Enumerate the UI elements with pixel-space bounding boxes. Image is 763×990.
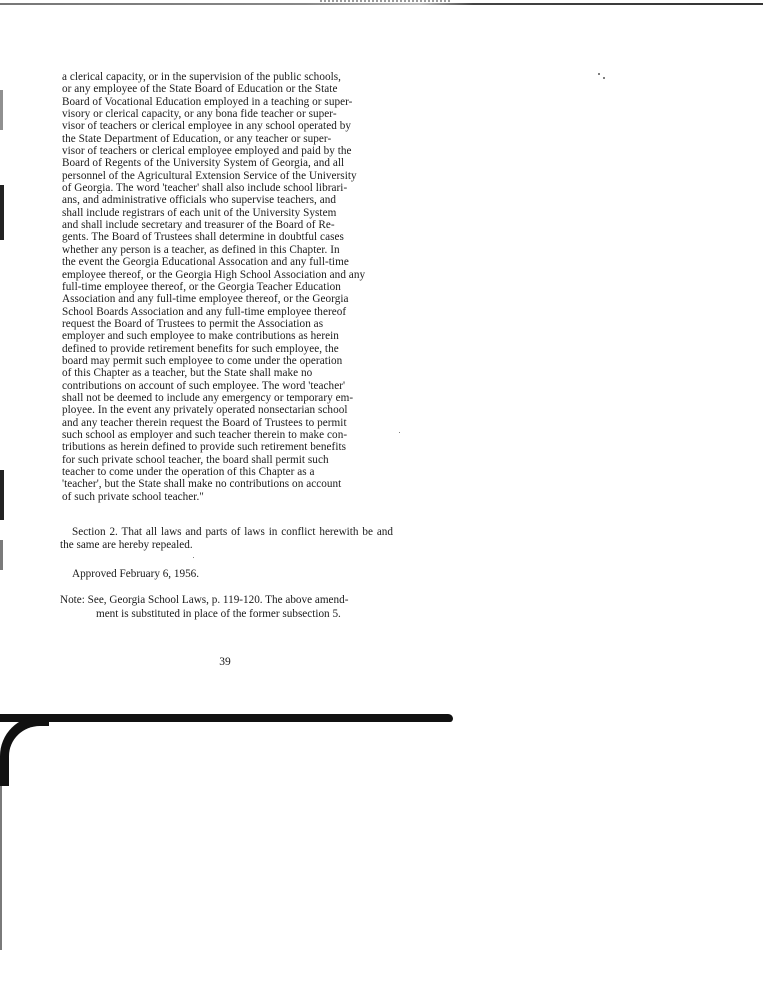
editorial-note: [60, 594, 393, 621]
scan-left-edge-mark: [0, 470, 4, 520]
body-line: personnel of the Agricultural Extension Service of the University: [62, 169, 357, 182]
body-line: gents. The Board of Trustees shall determine in doubtful cases: [62, 231, 344, 244]
body-line: of Georgia. The word 'teacher' shall also include school librari-: [62, 182, 348, 195]
body-line: employer and such employee to make contributions as herein: [62, 330, 339, 343]
scan-speck: [598, 73, 600, 75]
body-line: 'teacher', but the State shall make no contributions on account: [62, 478, 342, 491]
body-line: defined to provide retirement benefits for such employee, the: [62, 342, 339, 355]
body-line: the event the Georgia Educational Assocation and any full-time: [62, 256, 349, 269]
body-line: Board of Vocational Education employed in a teaching or super-: [62, 95, 353, 108]
body-line: tributions as herein defined to provide such retirement benefits: [62, 441, 347, 454]
scan-left-edge-mark: [0, 90, 3, 130]
body-line: board may permit such employee to come under the operation: [62, 354, 343, 367]
approval-date: Approved February 6, 1956.: [72, 568, 200, 580]
note-line-1: See, Georgia School Laws, p. 119-120. The above amend-: [87, 594, 349, 606]
section-2-paragraph: Section 2. That all laws and parts of laws in conflict herewith be and the same are hereby repealed.: [60, 526, 393, 551]
body-line: a clerical capacity, or in the supervision of the public schools,: [62, 71, 342, 83]
scan-speck: [603, 77, 605, 79]
body-line: visor of teachers or clerical employee in any school operated by: [62, 120, 351, 133]
body-line: visor of teachers or clerical employee employed and paid by the: [62, 145, 352, 158]
body-line: contributions on account of such employee. The word 'teacher': [62, 379, 346, 392]
page-number: 39: [219, 656, 231, 668]
body-line: visory or clerical capacity, or any bona fide teacher or super-: [62, 108, 337, 121]
body-line: School Boards Association and any full-time employee thereof: [62, 305, 347, 318]
body-line: or any employee of the State Board of Education or the State: [62, 83, 338, 96]
scan-left-edge-mark: [0, 540, 3, 570]
body-line: request the Board of Trustees to permit the Association as: [62, 317, 324, 330]
scan-left-edge-mark: [0, 780, 2, 950]
body-line: ans, and administrative officials who supervise teachers, and: [62, 194, 337, 207]
body-line: for such private school teacher, the board shall permit such: [62, 453, 329, 466]
body-line: Board of Regents of the University System of Georgia, and all: [62, 157, 345, 170]
scan-left-edge-mark: [0, 185, 4, 240]
note-label: Note:: [60, 594, 85, 606]
scan-bottom-corner-shadow: [0, 716, 49, 786]
scan-bottom-shadow: [0, 714, 453, 722]
body-line: and shall include secretary and treasurer of the Board of Re-: [62, 219, 335, 232]
body-line: employee thereof, or the Georgia High School Association and any: [62, 268, 366, 281]
body-line: such school as employer and such teacher therein to make con-: [62, 428, 348, 441]
scan-speck: [399, 432, 400, 433]
body-line: full-time employee thereof, or the Georgia Teacher Education: [62, 280, 341, 293]
body-line: the State Department of Education, or any teacher or super-: [62, 132, 332, 145]
body-line: of this Chapter as a teacher, but the State shall make no: [62, 367, 313, 380]
body-line: and any teacher therein request the Board of Trustees to permit: [62, 416, 347, 429]
note-line-2: ment is substituted in place of the former subsection 5.: [96, 607, 341, 620]
scan-speck: [193, 557, 194, 558]
body-line: ployee. In the event any privately operated nonsectarian school: [62, 404, 348, 417]
statute-body-text: [62, 71, 392, 503]
body-line: teacher to come under the operation of this Chapter as a: [62, 466, 315, 478]
body-line: whether any person is a teacher, as defined in this Chapter. In: [62, 243, 340, 256]
body-line: shall include registrars of each unit of the University System: [62, 206, 337, 219]
body-line: of such private school teacher.": [62, 490, 204, 503]
scan-top-dotted-edge: [320, 0, 450, 5]
body-line: shall not be deemed to include any emergency or temporary em-: [62, 391, 354, 404]
body-line: Association and any full-time employee thereof, or the Georgia: [62, 293, 349, 306]
